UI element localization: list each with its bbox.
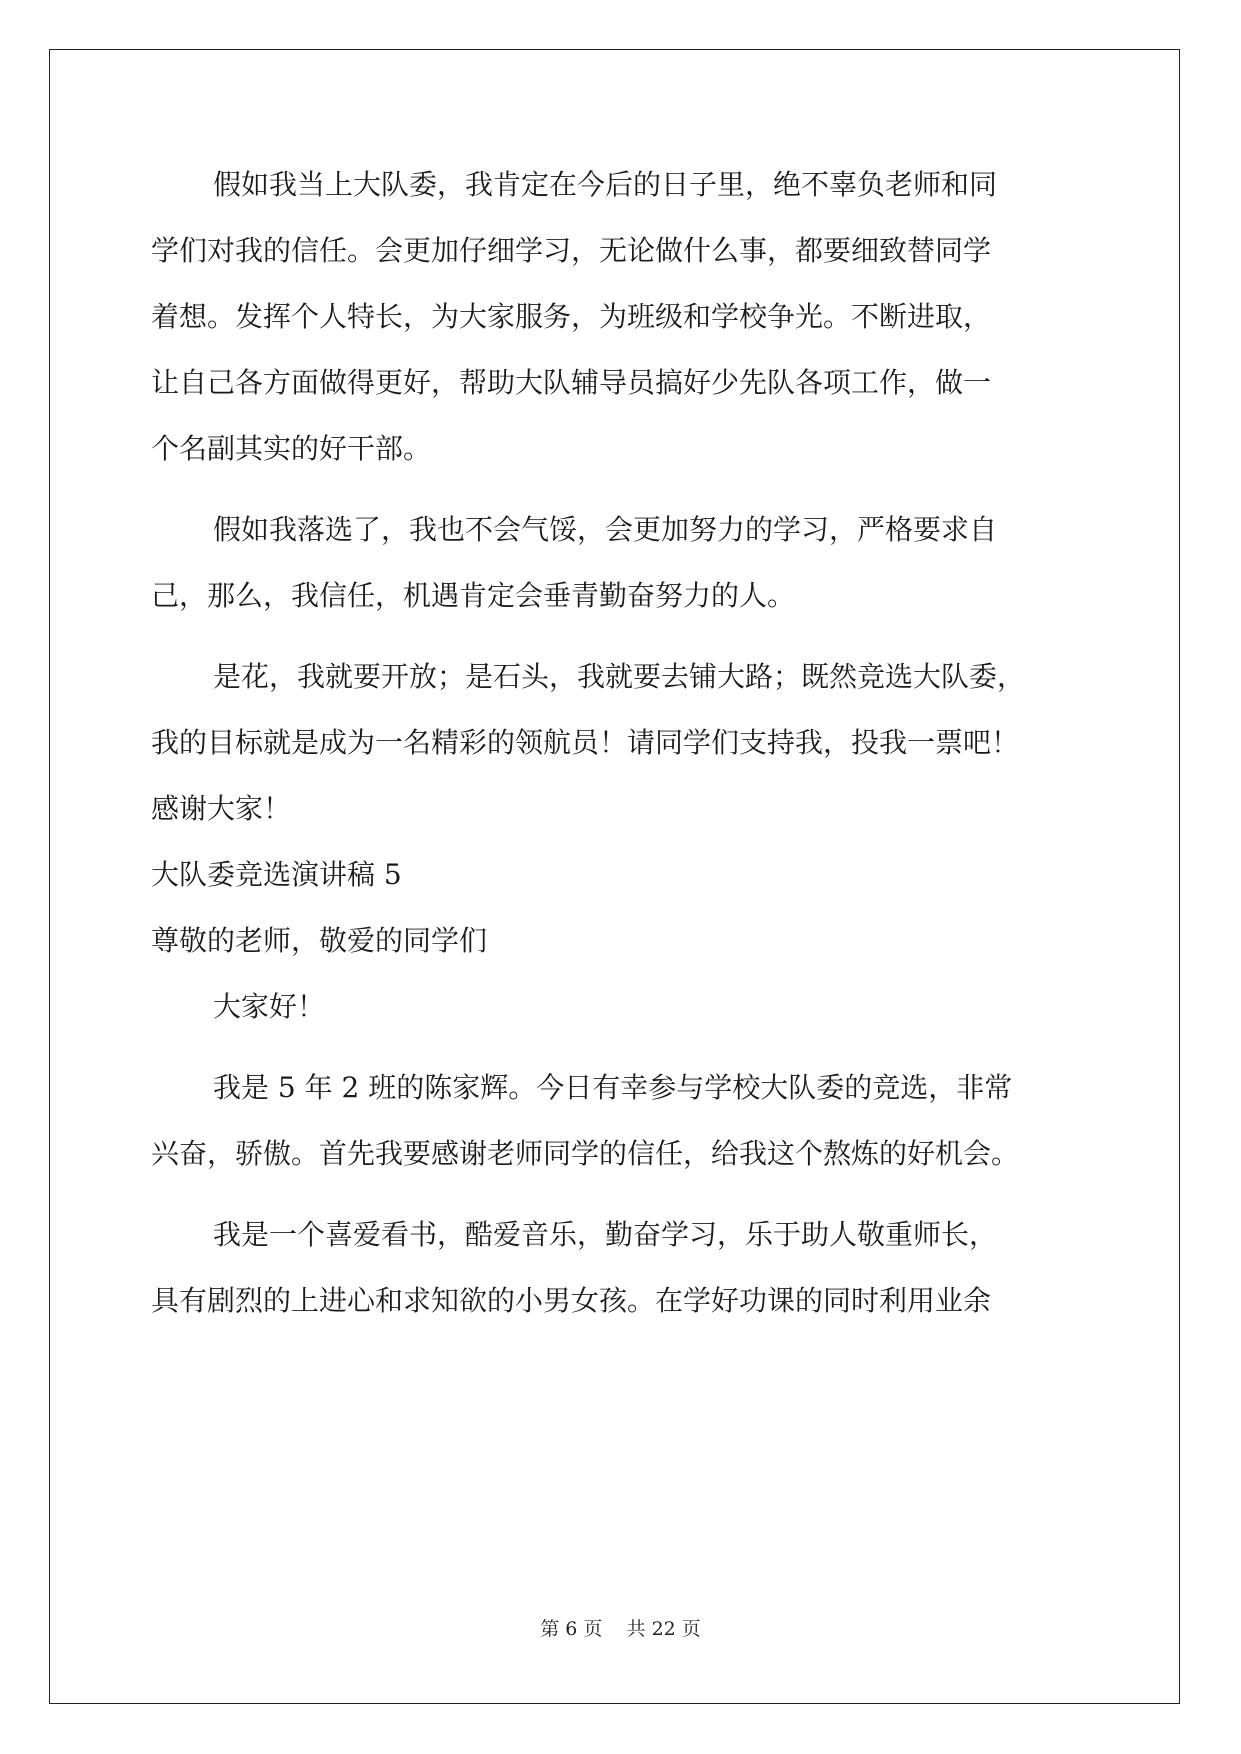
paragraph-line: 学们对我的信任。会更加仔细学习，无论做什么事，都要细致替同学 [151,234,992,267]
paragraph-line: 我的目标就是成为一名精彩的领航员！请同学们支持我，投我一票吧！ [151,726,1020,759]
paragraph-line: 具有剧烈的上进心和求知欲的小男女孩。在学好功课的同时利用业余 [151,1284,992,1317]
paragraph-line: 感谢大家！ [151,792,292,825]
page-number-footer: 第 6 页 共 22 页 [540,1618,701,1640]
greeting: 大家好！ [213,990,326,1023]
paragraph-line: 己，那么，我信任，机遇肯定会垂青勤奋努力的人。 [151,579,796,612]
paragraph-line: 假如我当上大队委，我肯定在今后的日子里，绝不辜负老师和同 [213,168,998,201]
paragraph-line: 是花，我就要开放；是石头，我就要去铺大路；既然竞选大队委， [213,660,1026,693]
paragraph-line: 兴奋，骄傲。首先我要感谢老师同学的信任，给我这个熬炼的好机会。 [151,1137,1020,1170]
paragraph-line: 个名副其实的好干部。 [151,432,432,465]
paragraph-line: 让自己各方面做得更好，帮助大队辅导员搞好少先队各项工作，做一 [151,366,992,399]
section-heading: 大队委竞选演讲稿 5 [151,858,402,891]
salutation: 尊敬的老师，敬爱的同学们 [151,924,488,957]
paragraph-line: 我是 5 年 2 班的陈家辉。今日有幸参与学校大队委的竞选，非常 [213,1071,1013,1104]
paragraph-line: 我是一个喜爱看书，酷爱音乐，勤奋学习，乐于助人敬重师长， [213,1218,998,1251]
paragraph-line: 着想。发挥个人特长，为大家服务，为班级和学校争光。不断进取， [151,300,992,333]
paragraph-line: 假如我落选了，我也不会气馁，会更加努力的学习，严格要求自 [213,513,998,546]
